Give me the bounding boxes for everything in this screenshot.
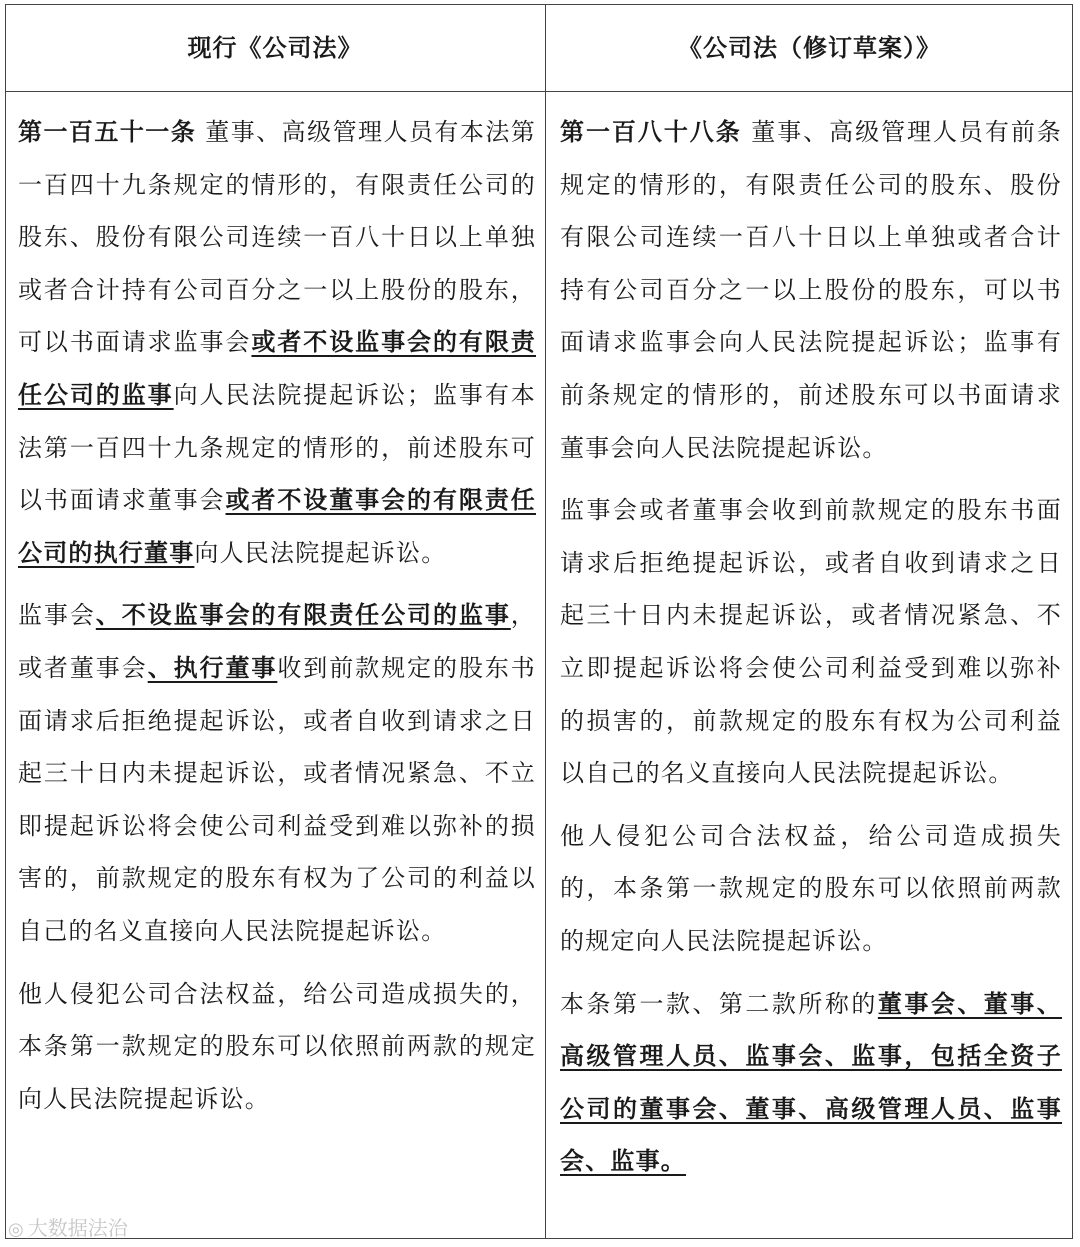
text: 董事、高级管理人员有本法第一百四十九条规定的情形的，有限责任公司的股东、股份有限公司连续一百八十日以上单独或者合计持有公司百分之一以上股份的股东，可以书面请求监事会 [18,118,536,357]
underlined-text: 或者不设监事会的有限责任公司的监事 [18,327,536,409]
text: 收到前款规定的股东书面请求后拒绝提起诉讼，或者自收到请求之日起三十日内未提起诉讼，或者情况紧急、不立即提起诉讼将会使公司利益受到难以弥补的损害的，前款规定的股东有权为了公司的利益以自己的名义直接向人民法院提起诉讼。 [18,653,537,945]
underlined-text: 董事会、董事、高级管理人员、监事会、监事，包括全资子公司的董事会、董事、高级管理人员、监事会、监事。 [560,988,1062,1176]
current-law-column [18,106,536,1135]
watermark-text: 大数据法治 [27,1216,128,1240]
current-paragraph-3: 他人侵犯公司合法权益，给公司造成损失的，本条第一款规定的股东可以依照前两款的规定向人民法院提起诉讼。 [18,979,536,1113]
draft-paragraph-3: 他人侵犯公司合法权益，给公司造成损失的，本条第一款规定的股东可以依照前两款的规定向人民法院提起诉讼。 [560,821,1062,955]
watermark [8,1212,128,1241]
underlined-text: 、执行董事 [147,652,278,682]
underlined-text: 、不设监事会的有限责任公司的监事 [95,600,511,630]
draft-paragraph-2: 监事会或者董事会收到前款规定的股东书面请求后拒绝提起诉讼，或者自收到请求之日起三十日内未提起诉讼，或者情况紧急、不立即提起诉讼将会使公司利益受到难以弥补的损害的，前款规定的股东有权为公司利益以自己的名义直接向人民法院提起诉讼。 [560,496,1062,788]
draft-law-column [560,106,1062,1198]
draft-paragraph-1 [560,106,1062,474]
text: 向人民法院提起诉讼；监事有本法第一百四十九条规定的情形的，前述股东可以书面请求董事会 [18,380,536,515]
current-paragraph-1 [18,106,536,579]
text: 董事、高级管理人员有前条规定的情形的，有限责任公司的股东、股份有限公司连续一百八十日以上单独或者合计持有公司百分之一以上股份的股东，可以书面请求监事会向人民法院提起诉讼；监事有前条规定的情形的，前述股东可以书面请求董事会向人民法院提起诉讼。 [560,118,1063,462]
text: 监事会 [18,601,96,630]
current-paragraph-2 [18,589,536,957]
header-divider [5,91,1073,92]
article-number: 第一百八十八条 [560,117,742,146]
header-draft-law: 《公司法（修订草案）》 [678,33,941,62]
article-number: 第一百五十一条 [18,117,197,146]
draft-paragraph-4 [560,978,1062,1188]
column-divider [545,4,546,1239]
text: ，或者董事会 [18,601,536,682]
underlined-text: 或者不设董事会的有限责任公司的执行董事 [18,485,536,567]
watermark-logo-icon: ◎ [8,1219,24,1240]
text: 向人民法院提起诉讼。 [194,538,447,567]
header-current-law: 现行《公司法》 [187,33,363,62]
text: 本条第一款、第二款所称的 [560,989,878,1018]
